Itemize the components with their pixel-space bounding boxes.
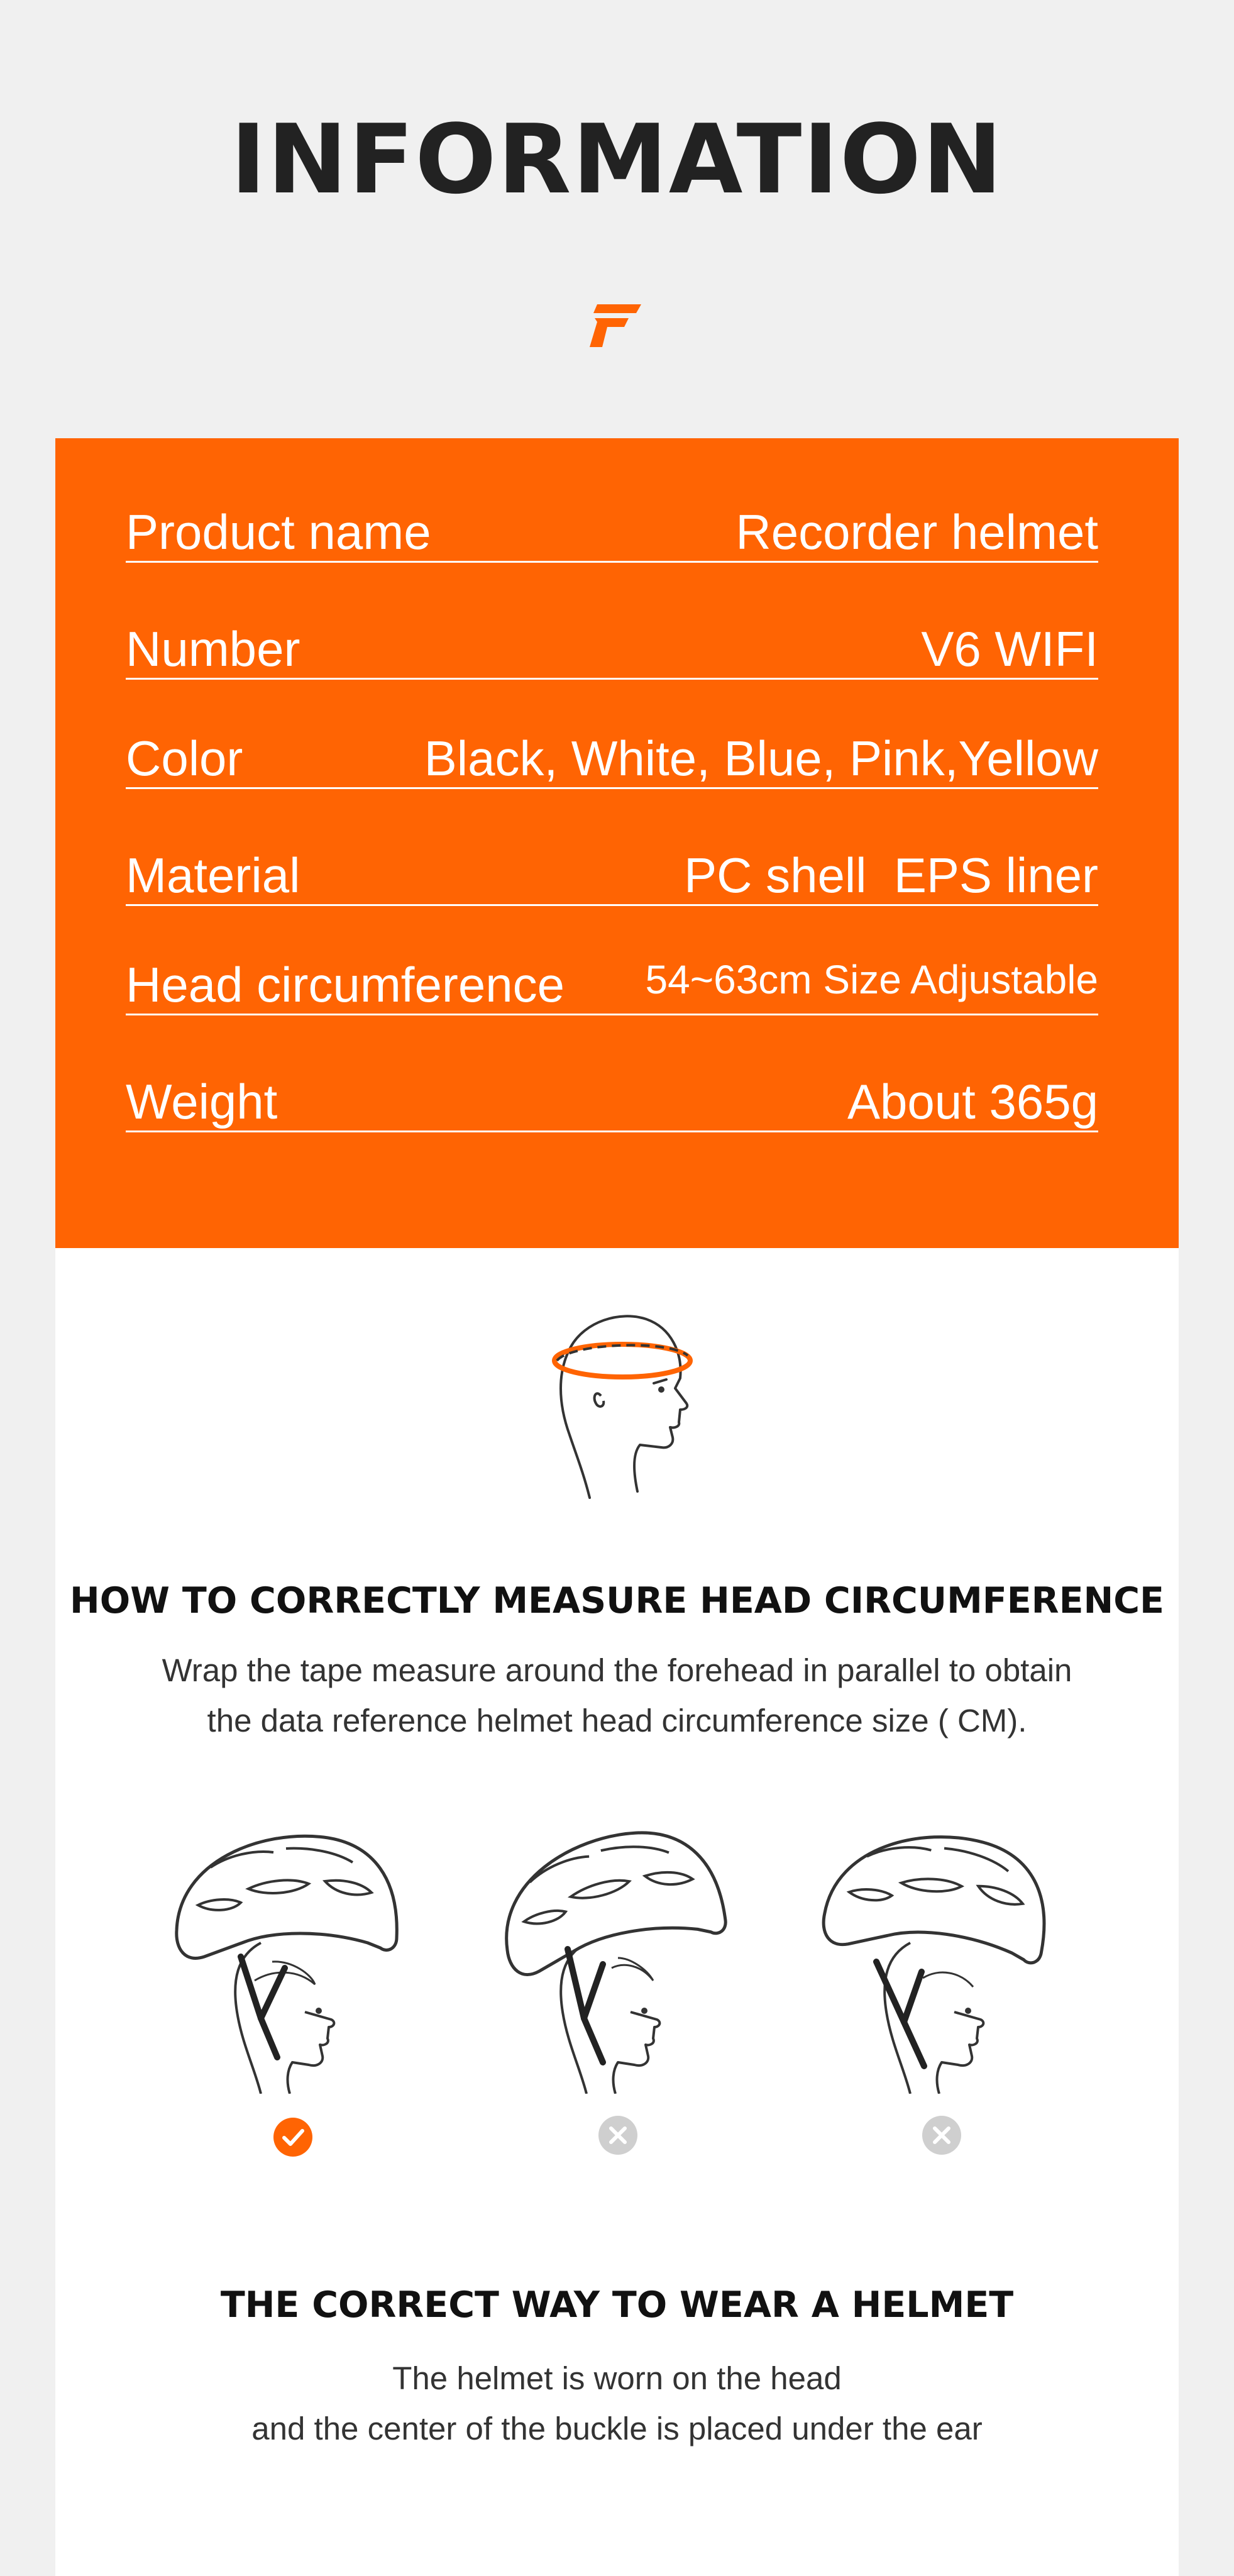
spec-label: Weight [126,1074,278,1129]
page-title: INFORMATION [230,104,1004,215]
spec-label: Material [126,848,300,903]
wear-heading: THE CORRECT WAY TO WEAR A HELMET [220,2284,1014,2326]
measure-text-line-1: Wrap the tape measure around the forehead in parallel to obtain [162,1652,1072,1688]
helmet-worn-too-far-back-icon [492,1823,744,2094]
spec-value: Black, White, Blue, Pink,Yellow [424,731,1098,786]
wear-text-line-1: The helmet is worn on the head [392,2360,842,2396]
spec-value: About 365g [847,1074,1098,1129]
helmet-worn-correct-icon [167,1823,418,2094]
spec-row-product-name [126,504,1098,563]
head-measurement-icon [546,1303,697,1510]
spec-row-color [126,731,1098,789]
spec-label: Product name [126,504,431,560]
x-circle-icon [922,2115,962,2155]
measure-text-line-2: the data reference helmet head circumference size ( CM). [207,1703,1027,1739]
spec-value: 54~63cm Size Adjustable [645,957,1098,1002]
brand-f-logo-icon [588,303,642,348]
measure-heading: HOW TO CORRECTLY MEASURE HEAD CIRCUMFERENCE [70,1580,1164,1622]
helmet-worn-tilted-icon [816,1823,1067,2094]
spec-row-number [126,621,1098,680]
spec-row-head-circumference [126,957,1098,1015]
spec-value: PC shell EPS liner [684,848,1098,903]
spec-row-material [126,848,1098,906]
spec-label: Color [126,731,243,786]
x-circle-icon [598,2115,638,2155]
spec-panel [55,438,1179,1248]
spec-value: V6 WIFI [921,621,1098,677]
check-circle-icon [273,2117,313,2157]
spec-label: Number [126,621,300,677]
wear-text-line-2: and the center of the buckle is placed under the ear [251,2411,983,2446]
spec-row-weight [126,1074,1098,1132]
spec-value: Recorder helmet [735,504,1098,560]
spec-label: Head circumference [126,957,565,1012]
